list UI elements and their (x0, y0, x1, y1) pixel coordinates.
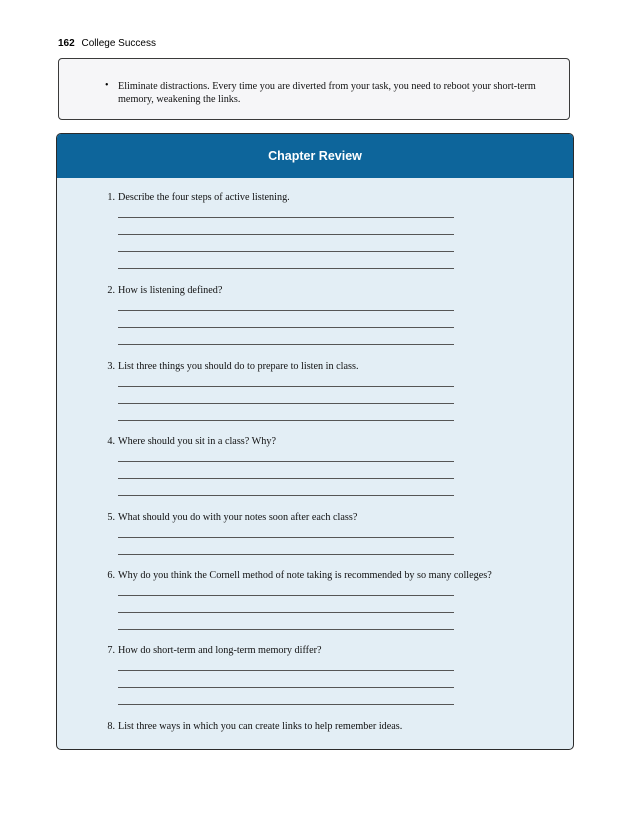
answer-line[interactable] (118, 420, 454, 421)
chapter-review-title: Chapter Review (268, 149, 362, 163)
answer-line[interactable] (118, 495, 454, 496)
bullet-marker: • (105, 80, 109, 91)
page-number: 162 (58, 38, 75, 49)
book-title: College Success (81, 38, 156, 49)
answer-line[interactable] (118, 234, 454, 235)
chapter-review-header (57, 134, 573, 178)
question-number: 3. (107, 361, 115, 372)
question-text: Why do you think the Cornell method of note taking is recommended by so many colleges? (118, 570, 492, 581)
question-number: 4. (107, 436, 115, 447)
answer-line[interactable] (118, 310, 454, 311)
answer-line[interactable] (118, 403, 454, 404)
question-number: 7. (107, 645, 115, 656)
question-number: 5. (107, 512, 115, 523)
answer-line[interactable] (118, 344, 454, 345)
question-text: List three things you should do to prepare to listen in class. (118, 361, 359, 372)
answer-line[interactable] (118, 537, 454, 538)
answer-line[interactable] (118, 612, 454, 613)
answer-line[interactable] (118, 704, 454, 705)
answer-line[interactable] (118, 217, 454, 218)
question-text: What should you do with your notes soon after each class? (118, 512, 358, 523)
note-text: Eliminate distractions. Every time you are diverted from your task, you need to reboot your short-term memory, weakening the links. (118, 81, 536, 105)
answer-line[interactable] (118, 327, 454, 328)
answer-line[interactable] (118, 595, 454, 596)
answer-line[interactable] (118, 687, 454, 688)
answer-line[interactable] (118, 554, 454, 555)
answer-line[interactable] (118, 268, 454, 269)
question-number: 2. (107, 285, 115, 296)
answer-line[interactable] (118, 386, 454, 387)
note-box (58, 58, 570, 120)
question-text: How do short-term and long-term memory differ? (118, 645, 322, 656)
answer-line[interactable] (118, 461, 454, 462)
chapter-review-box (56, 133, 574, 750)
question-text: How is listening defined? (118, 285, 223, 296)
question-text: Describe the four steps of active listening. (118, 192, 290, 203)
answer-line[interactable] (118, 251, 454, 252)
question-number: 6. (107, 570, 115, 581)
question-text: List three ways in which you can create links to help remember ideas. (118, 721, 403, 732)
question-number: 8. (107, 721, 115, 732)
answer-line[interactable] (118, 478, 454, 479)
question-text: Where should you sit in a class? Why? (118, 436, 276, 447)
running-header (58, 38, 156, 49)
question-number: 1. (107, 192, 115, 203)
answer-line[interactable] (118, 670, 454, 671)
answer-line[interactable] (118, 629, 454, 630)
